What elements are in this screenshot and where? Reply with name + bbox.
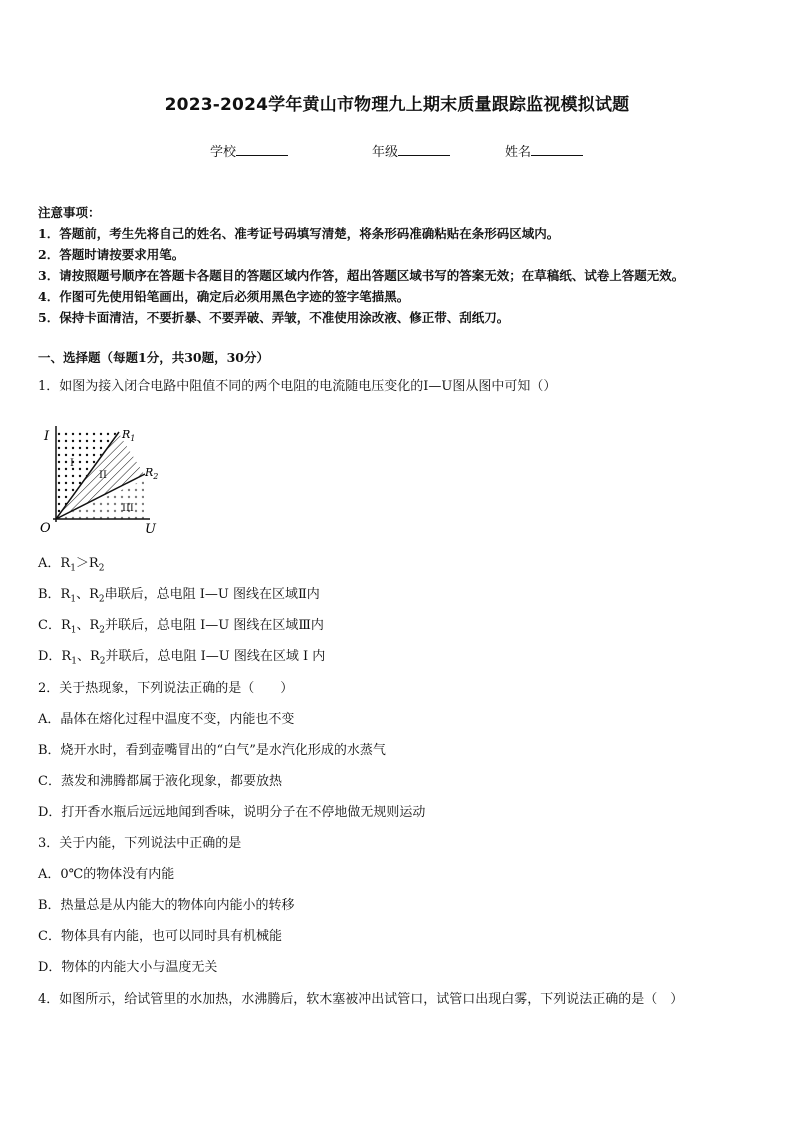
q1-option-d: D．$R_1$、$R_2$并联后，总电阻 I—U 图线在区域 I 内 (38, 649, 326, 667)
grade-label: 年级 (372, 145, 399, 160)
question-1-stem: 1．如图为接入闭合电路中阻值不同的两个电阻的电流随电压变化的I—U图从图中可知（） (38, 379, 557, 394)
school-label: 学校 (210, 145, 237, 160)
q2-option-a: A．晶体在熔化过程中温度不变，内能也不变 (38, 712, 295, 727)
school-blank (236, 142, 288, 156)
question-3-stem: 3．关于内能，下列说法中正确的是 (38, 836, 242, 851)
note-item: 5．保持卡面清洁，不要折暴、不要弄破、弄皱，不准使用涂改液、修正带、刮纸刀。 (38, 310, 510, 325)
region-1-label: I (70, 458, 74, 469)
q1-option-b: B．$R_1$、$R_2$串联后，总电阻 I—U 图线在区域Ⅱ内 (38, 587, 320, 605)
r2-label: $R_2$ (145, 466, 159, 481)
grade-blank (398, 142, 450, 156)
page-title: 2023-2024学年黄山市物理九上期末质量跟踪监视模拟试题 (164, 95, 630, 115)
origin-label: O (40, 521, 51, 536)
i-axis-label: I (44, 429, 50, 444)
q2-option-d: D．打开香水瓶后远远地闻到香味，说明分子在不停地做无规则运动 (38, 805, 426, 820)
question-2-stem: 2．关于热现象，下列说法正确的是（ ） (38, 681, 294, 696)
iu-graph (36, 418, 166, 536)
notes-heading: 注意事项： (38, 205, 101, 220)
school-field (210, 141, 288, 160)
q3-option-d: D．物体的内能大小与温度无关 (38, 960, 218, 975)
note-item: 2．答题时请按要求用笔。 (38, 247, 185, 262)
note-item: 4．作图可先使用铅笔画出，确定后必须用黑色字迹的签字笔描黑。 (38, 289, 410, 304)
name-field (505, 141, 583, 160)
q3-option-c: C．物体具有内能，也可以同时具有机械能 (38, 929, 282, 944)
q1-option-c: C．$R_1$、$R_2$并联后，总电阻 I—U 图线在区域Ⅲ内 (38, 618, 324, 636)
section-heading: 一、选择题（每题1分，共30题，30分） (38, 350, 269, 365)
region-2-label: II (99, 470, 107, 481)
question-4-stem: 4．如图所示，给试管里的水加热，水沸腾后，软木塞被冲出试管口，试管口出现白雾，下列说法正确的是（ ） (38, 992, 684, 1007)
q1-option-a: A．$R_1>R_2$ (38, 556, 105, 574)
u-axis-label: U (145, 522, 156, 536)
note-item: 3．请按照题号顺序在答题卡各题目的答题区域内作答，超出答题区域书写的答案无效；在草稿纸、试卷上答题无效。 (38, 268, 685, 283)
q2-option-c: C．蒸发和沸腾都属于液化现象，都要放热 (38, 774, 282, 789)
name-label: 姓名 (505, 145, 532, 160)
grade-field (372, 141, 450, 160)
q3-option-a: A．0℃的物体没有内能 (38, 867, 175, 882)
note-item: 1．答题前，考生先将自己的姓名、准考证号码填写清楚，将条形码准确粘贴在条形码区域内。 (38, 226, 560, 241)
q3-option-b: B．热量总是从内能大的物体向内能小的转移 (38, 898, 295, 913)
q2-option-b: B．烧开水时，看到壶嘴冒出的“白气”是水汽化形成的水蒸气 (38, 743, 386, 758)
region-3-label: III (122, 503, 134, 514)
r1-label: $R_1$ (122, 428, 136, 443)
name-blank (531, 142, 583, 156)
